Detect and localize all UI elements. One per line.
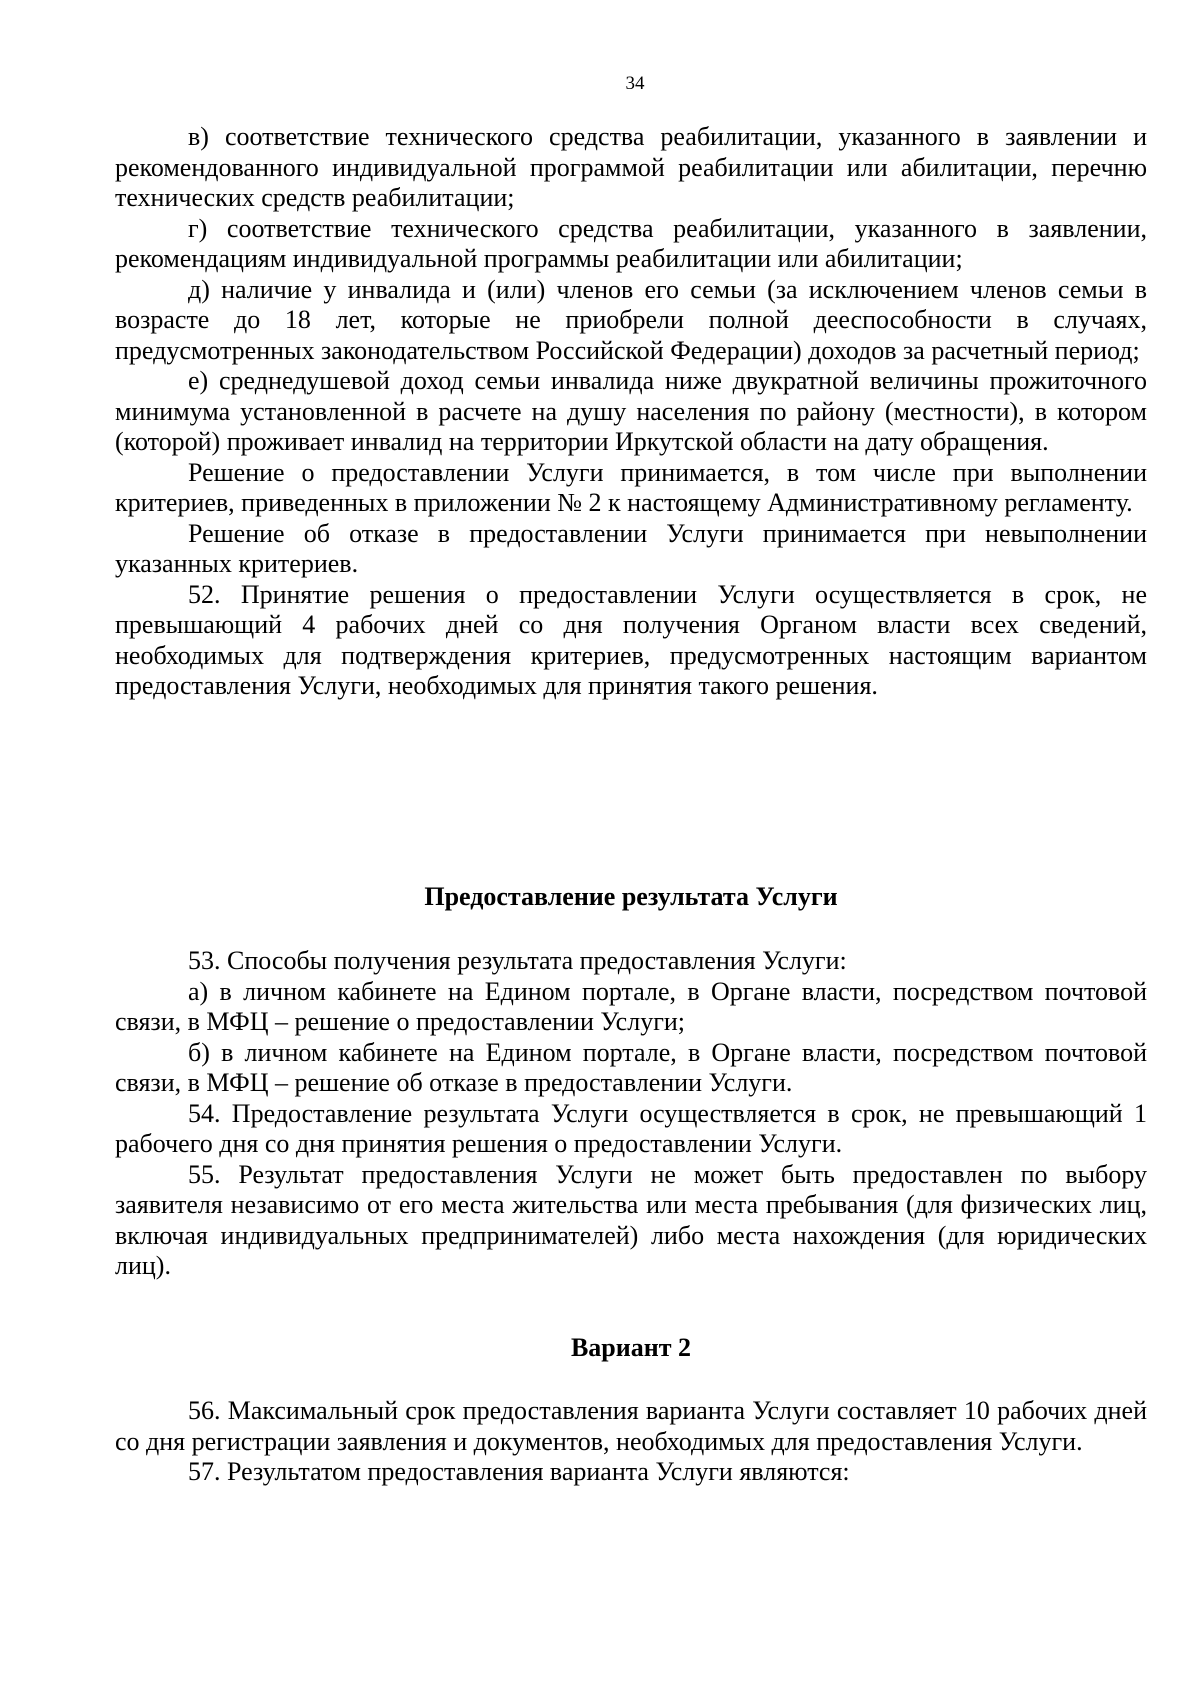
paragraph-55: 55. Результат предоставления Услуги не может быть предоставлен по выбору заявителя независимо от его места жительства или места пребывания (для физических лиц, включая индивидуальных предпринимателей) либо места нахождения (для юридических лиц). (115, 1159, 1147, 1280)
paragraph-57: 57. Результатом предоставления варианта Услуги являются: (188, 1457, 850, 1486)
paragraph-56: 56. Максимальный срок предоставления варианта Услуги составляет 10 рабочих дней со дня регистрации заявления и документов, необходимых для предоставления Услуги. (115, 1396, 1147, 1456)
section-heading-result: Предоставление результата Услуги (424, 882, 838, 911)
variant-2-section (115, 1396, 1147, 1488)
paragraph-53: 53. Способы получения результата предоставления Услуги: (188, 946, 847, 975)
page-number: 34 (625, 73, 645, 94)
paragraph-criterion-e: е) среднедушевой доход семьи инвалида ниже двукратной величины прожиточного минимума установленной в расчете на душу населения по району (местности), в котором (которой) проживает инвалид на территории Иркутской области на дату обращения. (115, 366, 1147, 456)
paragraph-52: 52. Принятие решения о предоставлении Услуги осуществляется в срок, не превышающий 4 рабочих дней со дня получения Органом власти всех сведений, необходимых для подтверждения критериев, предусмотренных настоящим вариантом предоставления Услуги, необходимых для принятия такого решения. (115, 579, 1147, 700)
paragraph-decision-grant: Решение о предоставлении Услуги принимается, в том числе при выполнении критериев, приведенных в приложении № 2 к настоящему Административному регламенту. (115, 457, 1147, 517)
paragraph-53-a: а) в личном кабинете на Едином портале, в Органе власти, посредством почтовой связи, в МФЦ – решение о предоставлении Услуги; (115, 976, 1147, 1036)
paragraph-criterion-g: г) соответствие технического средства реабилитации, указанного в заявлении, рекомендациям индивидуальной программы реабилитации или абилитации; (115, 213, 1147, 273)
section-heading-variant-2: Вариант 2 (570, 1333, 692, 1362)
paragraph-54: 54. Предоставление результата Услуги осуществляется в срок, не превышающий 1 рабочего дня со дня принятия решения о предоставлении Услуги. (115, 1098, 1147, 1158)
criteria-section (115, 122, 1147, 702)
paragraph-criterion-d: д) наличие у инвалида и (или) членов его семьи (за исключением членов семьи в возрасте до 18 лет, которые не приобрели полной дееспособности в случаях, предусмотренных законодательством Российской Федерации) доходов за расчетный период; (115, 274, 1147, 365)
paragraph-criterion-v: в) соответствие технического средства реабилитации, указанного в заявлении и рекомендованного индивидуальной программой реабилитации или абилитации, перечню технических средств реабилитации; (115, 122, 1147, 212)
paragraph-decision-refusal: Решение об отказе в предоставлении Услуги принимается при невыполнении указанных критериев. (115, 518, 1147, 578)
result-section (115, 946, 1147, 1282)
paragraph-53-b: б) в личном кабинете на Едином портале, в Органе власти, посредством почтовой связи, в МФЦ – решение об отказе в предоставлении Услуги. (115, 1037, 1147, 1097)
